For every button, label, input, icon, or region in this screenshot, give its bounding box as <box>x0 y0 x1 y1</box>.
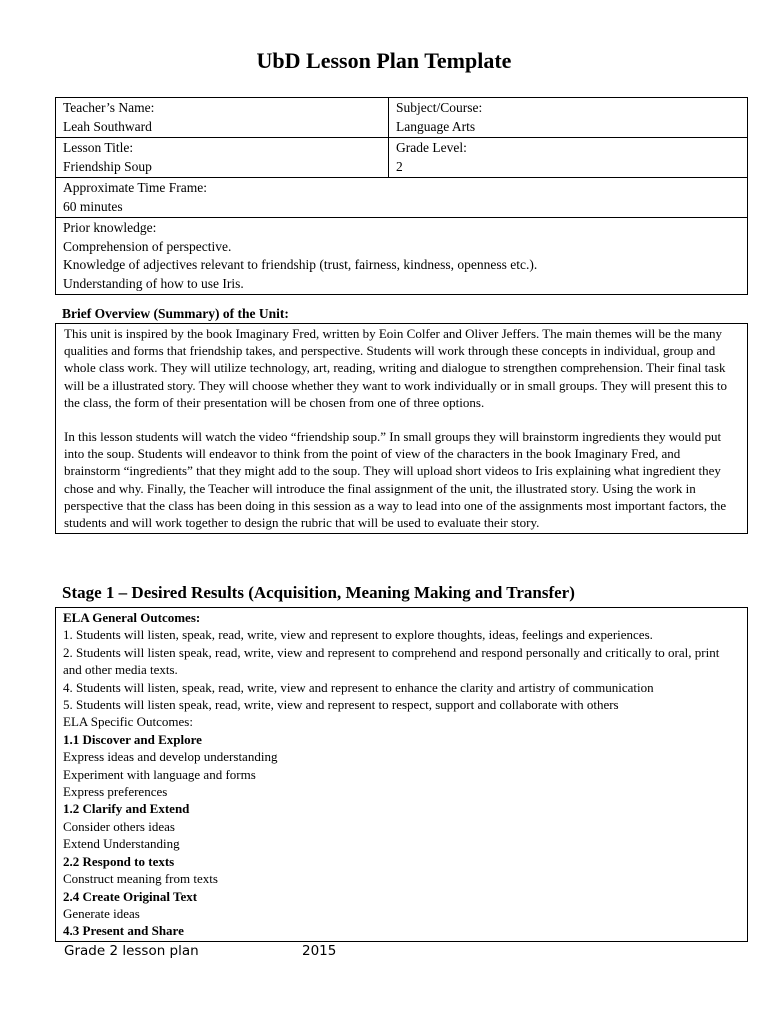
footer-year: 2015 <box>302 943 337 959</box>
outcome-1-1-heading: 1.1 Discover and Explore <box>63 731 202 747</box>
general-outcome: 5. Students will listen speak, read, write, view and represent to respect, support and collaborate with others <box>63 697 619 713</box>
prior-line: Comprehension of perspective. <box>63 238 232 254</box>
outcome-item: Extend Understanding <box>63 836 180 852</box>
general-outcome: 1. Students will listen, speak, read, write, view and represent to explore thoughts, ideas, feelings and experiences. <box>63 627 653 643</box>
outcome-item: Express preferences <box>63 784 168 800</box>
stage1-box <box>55 607 748 942</box>
info-row-prior <box>56 218 747 294</box>
page-footer <box>64 943 337 959</box>
prior-line: Knowledge of adjectives relevant to friendship (trust, fairness, kindness, openness etc.). <box>63 257 538 272</box>
outcome-item: Experiment with language and forms <box>63 766 256 782</box>
prior-label: Prior knowledge: <box>63 220 157 235</box>
prior-line: Understanding of how to use Iris. <box>63 275 244 291</box>
outcome-2-2-heading: 2.2 Respond to texts <box>63 853 175 869</box>
info-row-lesson <box>56 138 747 178</box>
lesson-label: Lesson Title: <box>63 140 134 155</box>
lesson-cell <box>56 138 389 177</box>
subject-value: Language Arts <box>396 118 476 134</box>
lesson-value: Friendship Soup <box>63 158 152 174</box>
outcome-item: Generate ideas <box>63 905 140 921</box>
grade-label: Grade Level: <box>396 140 467 155</box>
teacher-label: Teacher’s Name: <box>63 100 155 115</box>
stage1-title: Stage 1 – Desired Results (Acquisition, Meaning Making and Transfer) <box>62 583 575 602</box>
overview-paragraph: This unit is inspired by the book Imaginary Fred, written by Eoin Colfer and Oliver Jeffers. The main themes will be the many qualities and forms that friendship takes, and perspective. Students will work through these concepts in individual, group and whole class work. They will utilize technology, art, reading, writing and dialogue to strengthen comprehension. Their final task will be a illustrated story. They will choose whether they want to work individually or in small groups. They will present this to the class, the form of their presentation will be chosen from one of three options. <box>64 326 728 410</box>
outcome-2-4-heading: 2.4 Create Original Text <box>63 888 198 904</box>
specific-outcomes-heading: ELA Specific Outcomes: <box>63 714 193 730</box>
time-cell <box>56 178 747 217</box>
outcome-4-3-heading: 4.3 Present and Share <box>63 923 184 939</box>
outcome-item: Express ideas and develop understanding <box>63 749 278 765</box>
time-label: Approximate Time Frame: <box>63 180 207 195</box>
teacher-value: Leah Southward <box>63 118 152 134</box>
teacher-cell <box>56 98 389 137</box>
time-value: 60 minutes <box>63 198 123 214</box>
overview-heading: Brief Overview (Summary) of the Unit: <box>62 306 289 321</box>
overview-box <box>55 323 748 534</box>
outcome-item: Construct meaning from texts <box>63 871 218 887</box>
general-outcome: 2. Students will listen speak, read, write, view and represent to comprehend and respond personally and critically to oral, print and other media texts. <box>63 644 720 678</box>
overview-paragraph: In this lesson students will watch the video “friendship soup.” In small groups they will brainstorm ingredients they would put into the soup. Students will endeavor to think from the point of view of the characters in the book Imaginary Fred, and brainstorm “ingredients” that they might add to the soup. They will upload short videos to Iris explaining what ingredient they chose and why. Finally, the Teacher will introduce the final assignment of the unit, the illustrated story. Using the work in perspective that the class has been doing in this session as a way to lead into one of the assignments most important factors, the students and will work together to design the rubric that will be used to evaluate their story. <box>64 429 727 531</box>
outcome-1-2-heading: 1.2 Clarify and Extend <box>63 801 190 817</box>
grade-cell <box>389 138 747 177</box>
lesson-info-table <box>55 97 748 295</box>
general-outcome: 4. Students will listen, speak, read, write, view and represent to enhance the clarity and artistry of communication <box>63 679 654 695</box>
page-title: UbD Lesson Plan Template <box>256 48 512 73</box>
info-row-time <box>56 178 747 218</box>
outcome-item: Consider others ideas <box>63 818 175 834</box>
subject-label: Subject/Course: <box>396 100 483 115</box>
info-row-teacher <box>56 98 747 138</box>
prior-cell <box>56 218 747 294</box>
general-outcomes-heading: ELA General Outcomes: <box>63 610 201 625</box>
footer-label: Grade 2 lesson plan <box>64 943 199 959</box>
subject-cell <box>389 98 747 137</box>
grade-value: 2 <box>396 158 403 174</box>
